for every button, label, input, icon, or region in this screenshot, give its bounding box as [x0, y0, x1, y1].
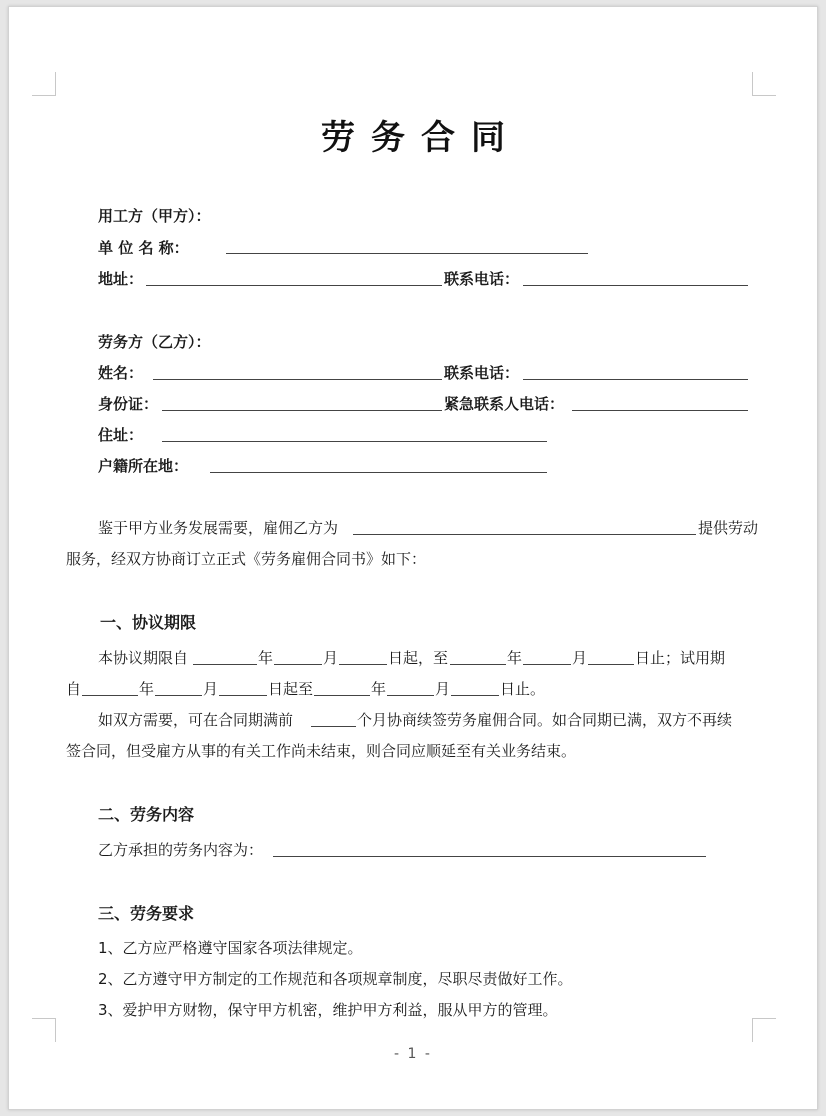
corner-mark-bottom-left — [32, 1018, 56, 1042]
household-label: 户籍所在地： — [98, 457, 189, 475]
service-content-field[interactable] — [273, 856, 706, 857]
party-a-heading: 用工方（甲方）： — [98, 207, 211, 225]
name-field[interactable] — [153, 379, 442, 380]
party-a-phone-label: 联系电话： — [444, 270, 520, 288]
id-field[interactable] — [162, 410, 442, 411]
intro-line2: 服务，经双方协商订立正式《劳务雇佣合同书》如下： — [66, 550, 427, 568]
term-start-text: 本协议期限自 — [98, 649, 189, 667]
trial-start-year-field[interactable] — [82, 695, 138, 696]
start-month-field[interactable] — [274, 664, 322, 665]
intro-role-field[interactable] — [353, 534, 696, 535]
renewal-months-field[interactable] — [311, 726, 356, 727]
trial-start-text: 自 — [66, 680, 82, 698]
start-month-unit: 月 — [323, 649, 339, 667]
trial-start-day-field[interactable] — [219, 695, 267, 696]
trial-end-day-field[interactable] — [451, 695, 499, 696]
name-label: 姓名： — [98, 364, 144, 382]
trial-end-month-unit: 月 — [435, 680, 451, 698]
requirement-item: 2、乙方遵守甲方制定的工作规范和各项规章制度，尽职尽责做好工作。 — [98, 970, 573, 988]
party-b-phone-label: 联系电话： — [444, 364, 520, 382]
unit-name-label: 单 位 名 称： — [98, 239, 189, 257]
household-field[interactable] — [210, 472, 547, 473]
requirement-item: 1、乙方应严格遵守国家各项法律规定。 — [98, 939, 363, 957]
trial-end-month-field[interactable] — [387, 695, 434, 696]
trial-start-year-unit: 年 — [139, 680, 155, 698]
corner-mark-top-left — [32, 72, 56, 96]
intro-line1-end: 提供劳动 — [698, 519, 759, 537]
section2-heading: 二、劳务内容 — [98, 805, 195, 824]
trial-start-day-text: 日起至 — [268, 680, 314, 698]
end-month-unit: 月 — [572, 649, 588, 667]
start-day-text: 日起，至 — [388, 649, 449, 667]
party-b-heading: 劳务方（乙方）： — [98, 333, 211, 351]
party-a-phone-field[interactable] — [523, 285, 748, 286]
start-year-field[interactable] — [193, 664, 257, 665]
corner-mark-top-right — [752, 72, 776, 96]
id-label: 身份证： — [98, 395, 159, 413]
section3-heading: 三、劳务要求 — [98, 904, 195, 923]
residence-field[interactable] — [162, 441, 547, 442]
intro-line1-start: 鉴于甲方业务发展需要，雇佣乙方为 — [98, 519, 339, 537]
address-label: 地址： — [98, 270, 144, 288]
unit-name-field[interactable] — [226, 253, 588, 254]
renewal-start-text: 如双方需要，可在合同期满前 — [98, 711, 294, 729]
end-year-unit: 年 — [507, 649, 523, 667]
residence-label: 住址： — [98, 426, 144, 444]
page-number: - 1 - — [394, 1046, 432, 1062]
trial-end-day-text: 日止。 — [500, 680, 546, 698]
start-day-field[interactable] — [339, 664, 387, 665]
requirement-item: 3、爱护甲方财物，保守甲方机密，维护甲方利益，服从甲方的管理。 — [98, 1001, 558, 1019]
end-day-field[interactable] — [588, 664, 634, 665]
service-content-label: 乙方承担的劳务内容为： — [98, 841, 264, 859]
emergency-phone-label: 紧急联系人电话： — [444, 395, 565, 413]
trial-start-month-field[interactable] — [155, 695, 202, 696]
trial-start-month-unit: 月 — [203, 680, 219, 698]
end-day-trial-text: 日止；试用期 — [635, 649, 726, 667]
renewal-mid-text: 个月协商续签劳务雇佣合同。如合同期已满，双方不再续 — [357, 711, 733, 729]
section1-heading: 一、协议期限 — [100, 613, 197, 632]
start-year-unit: 年 — [258, 649, 274, 667]
document-title: 劳务合同 — [321, 118, 521, 158]
party-b-phone-field[interactable] — [523, 379, 748, 380]
end-month-field[interactable] — [523, 664, 571, 665]
renewal-line2-text: 签合同，但受雇方从事的有关工作尚未结束，则合同应顺延至有关业务结束。 — [66, 742, 577, 760]
trial-end-year-field[interactable] — [314, 695, 370, 696]
trial-end-year-unit: 年 — [371, 680, 387, 698]
end-year-field[interactable] — [450, 664, 506, 665]
corner-mark-bottom-right — [752, 1018, 776, 1042]
address-field[interactable] — [146, 285, 442, 286]
emergency-phone-field[interactable] — [572, 410, 748, 411]
